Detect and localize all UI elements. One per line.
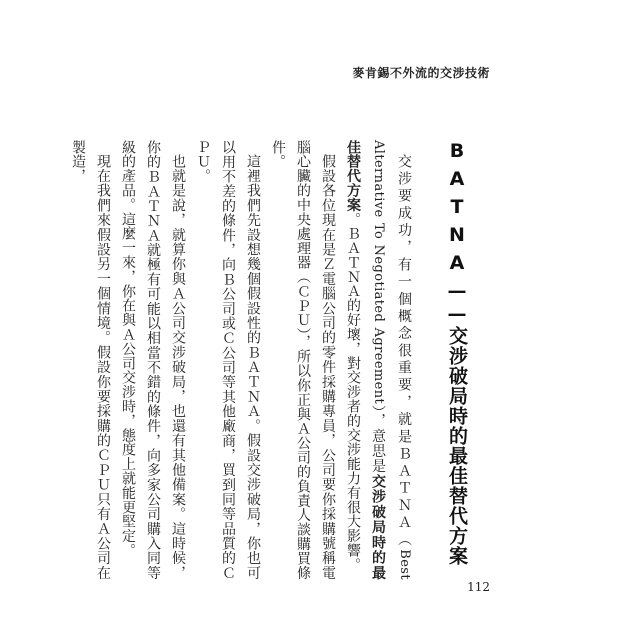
paragraph-1-part-c: ），意思是 [370,404,386,475]
heading-title: 交涉破局時的最佳替代方案 [446,326,468,566]
paragraph-1 [340,140,417,580]
running-head: 麥肯錫不外流的交涉技術 [352,66,490,80]
paragraph-5: 現在我們來假設另一個情境。假設你要採購的ＣＰＵ只有Ａ公司在製造， [70,140,111,580]
paragraph-4: 也就是說，就算你與Ａ公司交涉破局，也還有其他備案。這時候，你的ＢＡＴＮＡ就極有可能以相當不錯的條件，向多家公司購入同等級的產品。這麼一來，你在與Ａ公司交涉時，態度上就能更堅定。 [120,140,186,580]
heading-acronym: BATNA [446,140,468,280]
paragraph-2: 假設各位現在是Ｚ電腦公司的零件採購專員，公司要你採購號稱電腦心臟的中央處理器（ＣＰＵ），所以你正與Ａ公司的負責人談購買條件。 [270,140,336,580]
heading-dash: —— [446,280,468,326]
paragraph-1-english-term: Best Alternative To Negotiated Agreement [371,140,412,580]
vertical-text-block [65,140,466,580]
paragraph-3: 這裡我們先設想幾個假設性的ＢＡＴＮＡ。假設交涉破局，你也可以用不差的條件，向Ｂ公司或Ｃ公司等其他廠商，買到同等品質的ＣＰＵ。 [195,140,261,580]
paragraph-1-part-e: 。ＢＡＴＮＡ的好壞，對交涉者的交涉能力有很大影響。 [345,212,361,572]
paragraph-1-part-a: 交涉要成功，有一個概念很重要，就是ＢＡＴＮＡ（ [396,154,412,550]
page-number: 112 [467,580,490,594]
paragraph-1-bold-definition: 交涉破局時的最佳替代方案 [345,140,386,580]
section-heading [447,140,466,580]
